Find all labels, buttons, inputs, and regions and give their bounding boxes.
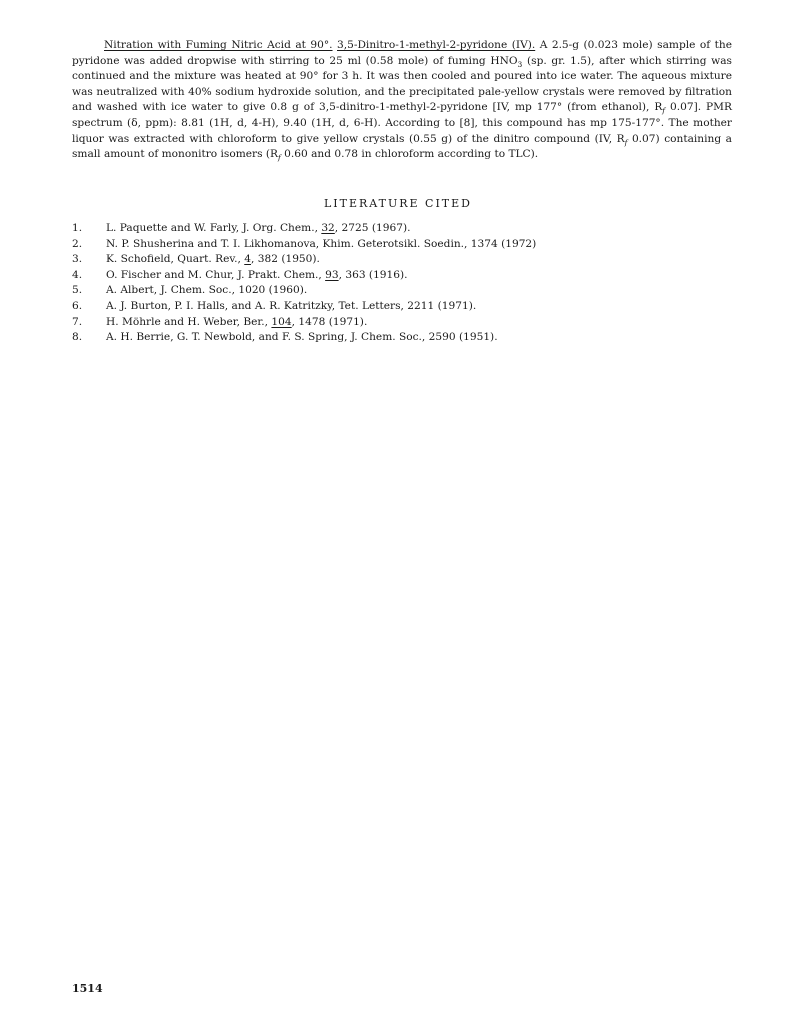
reference-volume: 104: [271, 315, 292, 328]
reference-volume: 93: [325, 268, 339, 281]
subscript-f: f: [624, 137, 628, 147]
reference-text: L. Paquette and W. Farly, J. Org. Chem.,: [106, 222, 322, 234]
reference-item: [72, 252, 732, 268]
experimental-text-a: A 2.5-g (0.023 mole) sample of the pyridone was added dropwise with stirring to 25 ml (0.58 mole) of fuming HNO: [72, 39, 732, 67]
page-number: 1514: [72, 982, 103, 995]
reference-text-tail: , 2725 (1967).: [334, 222, 411, 234]
reference-text: O. Fischer and M. Chur, J. Prakt. Chem.,: [106, 268, 326, 281]
experimental-text-b: (sp. gr. 1.5), after which stirring was continued and the mixture was heated at 90° for 3 h. It was then cooled and poured into ice water. The aqueous mixture was neutralized with 40% sodium hydroxide solution, and the precipitated pale-yellow crystals were removed by filtration and washed with ice water to give 0.8 g of 3,5-dinitro-1-methyl-2-pyridone [IV, mp 177° (from ethanol), R: [72, 54, 732, 114]
literature-cited-heading: LITERATURE CITED: [323, 197, 472, 210]
reference-number: 3.: [72, 253, 83, 266]
experimental-text-c: 0.07]. PMR spectrum (δ, ppm): 8.81 (1H, d, 4-H), 9.40 (1H, d, 6-H). According to [8], this compound has mp 175-177°. The mother liquor was extracted with chloroform to give yellow crystals (0.55 g) of the dinitro compound (IV, R: [72, 101, 732, 145]
experimental-text-d: 0.07) containing a small amount of mononitro isomers (R: [72, 132, 732, 161]
reference-item: [72, 283, 732, 299]
reference-list: [72, 221, 732, 346]
reference-text-tail: , 1478 (1971).: [291, 315, 368, 328]
reference-item: [72, 299, 732, 315]
reference-text: H. Möhrle and H. Weber, Ber.,: [106, 315, 272, 328]
reference-number: 4.: [72, 268, 83, 281]
experimental-text-e: 0.60 and 0.78 in chloroform according to TLC).: [280, 148, 539, 161]
reference-number: 2.: [72, 237, 83, 250]
reference-item: [72, 315, 732, 331]
subscript-f: f: [278, 153, 281, 163]
subscript-3: 3: [517, 59, 523, 69]
reference-item: [72, 268, 732, 284]
reference-volume: 4: [244, 253, 251, 266]
reference-number: 8.: [72, 331, 83, 344]
reference-item: [72, 221, 732, 237]
reference-item: [72, 237, 732, 253]
reference-number: 6.: [72, 299, 83, 312]
reference-number: 1.: [72, 222, 83, 234]
reference-number: 5.: [72, 284, 83, 297]
reference-text: N. P. Shusherina and T. I. Likhomanova, Khim. Geterotsikl. Soedin., 1374 (1972): [106, 237, 537, 250]
reference-number: 7.: [72, 315, 83, 328]
experimental-paragraph: [72, 38, 732, 163]
reference-text-tail: , 382 (1950).: [251, 253, 320, 266]
subscript-f: f: [662, 106, 666, 116]
reference-text: A. Albert, J. Chem. Soc., 1020 (1960).: [106, 284, 308, 297]
reference-item: [72, 330, 732, 346]
compound-heading: 3,5-Dinitro-1-methyl-2-pyridone (IV).: [337, 39, 536, 51]
reference-volume: 32: [321, 222, 335, 234]
reference-text: K. Schofield, Quart. Rev.,: [106, 253, 245, 266]
section-heading-nitration: Nitration with Fuming Nitric Acid at 90°.: [104, 39, 333, 51]
reference-text: A. H. Berrie, G. T. Newbold, and F. S. Spring, J. Chem. Soc., 2590 (1951).: [106, 331, 498, 344]
reference-text-tail: , 363 (1916).: [338, 268, 408, 281]
reference-text: A. J. Burton, P. I. Halls, and A. R. Katritzky, Tet. Letters, 2211 (1971).: [106, 299, 477, 312]
